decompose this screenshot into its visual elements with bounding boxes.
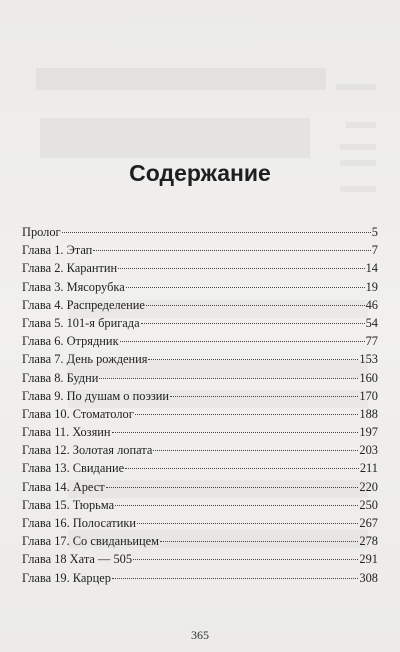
toc-entry-label: Глава 7. День рождения	[22, 352, 148, 367]
toc-entry-label: Глава 4. Распределение	[22, 297, 145, 312]
toc-entry	[22, 571, 378, 589]
table-of-contents	[22, 225, 378, 589]
toc-entry	[22, 498, 378, 516]
dot-leader	[115, 505, 358, 506]
toc-entry-page: 77	[365, 334, 378, 349]
toc-entry-page: 278	[359, 534, 378, 549]
dot-leader	[62, 232, 371, 233]
toc-entry-page: 19	[365, 279, 378, 294]
toc-entry-label: Глава 3. Мясорубка	[22, 279, 125, 294]
dot-leader	[112, 578, 359, 579]
toc-entry-page: 188	[359, 406, 378, 421]
page-title: Содержание	[129, 160, 271, 186]
dot-leader	[120, 341, 365, 342]
toc-entry-label: Глава 11. Хозяин	[22, 425, 111, 440]
toc-entry-page: 211	[359, 461, 378, 476]
toc-entry-page: 291	[359, 552, 378, 567]
dot-leader	[99, 378, 358, 379]
toc-entry-page: 5	[371, 225, 378, 239]
toc-entry-label: Глава 16. Полосатики	[22, 516, 136, 530]
dot-leader	[153, 450, 358, 451]
toc-entry-label: Глава 13. Свидание	[22, 461, 125, 476]
toc-entry	[22, 225, 378, 243]
dot-leader	[160, 541, 358, 542]
toc-entry-label: Глава 12. Золотая лопата	[22, 443, 153, 458]
toc-entry	[22, 389, 378, 407]
toc-entry	[22, 316, 378, 334]
toc-entry-page: 14	[365, 261, 378, 276]
dot-leader	[112, 432, 359, 433]
dot-leader	[146, 305, 365, 306]
dot-leader	[170, 396, 358, 397]
toc-entry-page: 203	[359, 443, 378, 458]
toc-entry-page: 170	[359, 388, 378, 403]
toc-entry	[22, 280, 378, 298]
toc-entry-label: Глава 5. 101-я бригада	[22, 315, 140, 330]
toc-entry-page: 308	[359, 570, 378, 585]
toc-entry	[22, 371, 378, 389]
toc-entry	[22, 407, 378, 425]
toc-entry-page: 7	[371, 243, 378, 258]
toc-entry	[22, 261, 378, 279]
toc-entry	[22, 243, 378, 261]
toc-entry-page: 54	[365, 315, 378, 330]
toc-entry-label: Глава 14. Арест	[22, 479, 105, 494]
toc-entry-label: Глава 8. Будни	[22, 370, 99, 385]
toc-entry-page: 250	[359, 497, 378, 512]
toc-entry	[22, 352, 378, 370]
toc-entry-label: Глава 2. Карантин	[22, 261, 118, 276]
toc-entry-label: Глава 1. Этап	[22, 243, 93, 258]
dot-leader	[137, 523, 358, 524]
dot-leader	[141, 323, 365, 324]
toc-entry-label: Глава 18 Хата — 505	[22, 552, 133, 567]
toc-entry-label: Глава 19. Карцер	[22, 570, 111, 585]
toc-entry	[22, 425, 378, 443]
toc-entry	[22, 334, 378, 352]
dot-leader	[135, 414, 359, 415]
toc-entry-page: 46	[365, 297, 378, 312]
toc-entry-page: 220	[359, 479, 378, 494]
dot-leader	[125, 468, 359, 469]
toc-entry-page: 197	[359, 425, 378, 440]
toc-entry-page: 153	[359, 352, 378, 367]
dot-leader	[93, 250, 370, 251]
toc-entry-page: 267	[359, 516, 378, 530]
toc-entry	[22, 443, 378, 461]
toc-entry-label: Глава 15. Тюрьма	[22, 497, 115, 512]
dot-leader	[126, 287, 365, 288]
dot-leader	[118, 268, 364, 269]
toc-entry	[22, 480, 378, 498]
toc-entry-label: Глава 17. Со свиданьицем	[22, 534, 160, 549]
toc-entry	[22, 516, 378, 534]
toc-entry	[22, 298, 378, 316]
toc-entry	[22, 534, 378, 552]
toc-entry-label: Пролог	[22, 225, 61, 239]
toc-entry-label: Глава 9. По душам о поэзии	[22, 388, 170, 403]
dot-leader	[148, 359, 358, 360]
dot-leader	[106, 487, 359, 488]
page-number: 365	[191, 628, 209, 642]
toc-entry-label: Глава 6. Отрядник	[22, 334, 119, 349]
toc-entry	[22, 552, 378, 570]
toc-entry	[22, 461, 378, 479]
dot-leader	[133, 559, 358, 560]
toc-entry-label: Глава 10. Стоматолог	[22, 406, 134, 421]
toc-entry-page: 160	[359, 370, 378, 385]
